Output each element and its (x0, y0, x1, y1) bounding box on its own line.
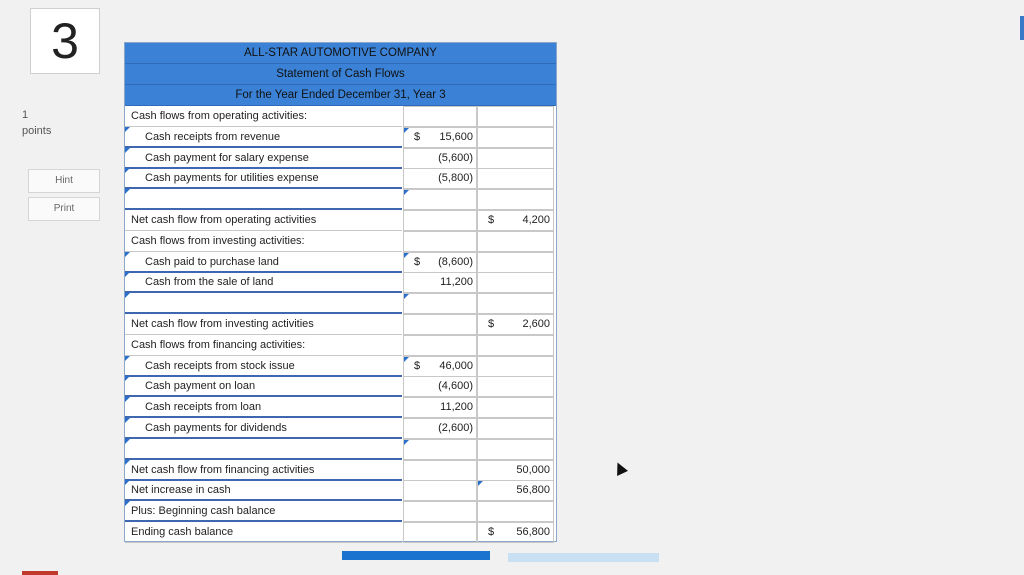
prev-button[interactable] (342, 551, 490, 560)
row-label[interactable]: Cash payment for salary expense (125, 148, 402, 169)
total-cell[interactable] (477, 168, 554, 189)
total-cell[interactable] (477, 335, 554, 356)
amount-cell[interactable] (403, 418, 477, 439)
row-label[interactable] (125, 293, 402, 314)
statement-row (125, 397, 556, 418)
amount-value: 11,200 (440, 276, 473, 289)
amount-cell[interactable] (403, 293, 477, 314)
amount-cell[interactable] (403, 522, 477, 543)
total-cell[interactable] (477, 272, 554, 293)
row-label[interactable]: Cash payments for utilities expense (125, 168, 402, 189)
statement-period: For the Year Ended December 31, Year 3 (125, 85, 556, 106)
amount-cell[interactable] (403, 252, 477, 273)
total-value: 56,800 (516, 484, 550, 497)
total-cell[interactable] (477, 501, 554, 522)
currency-symbol: $ (488, 526, 495, 538)
hint-button[interactable]: Hint (28, 169, 100, 193)
statement-row (125, 168, 556, 189)
mouse-cursor-icon (612, 460, 628, 476)
total-value: 4,200 (522, 214, 550, 226)
row-label[interactable]: Cash payments for dividends (125, 418, 402, 439)
total-cell[interactable] (477, 460, 554, 481)
row-label[interactable] (125, 439, 402, 460)
total-cell[interactable] (477, 148, 554, 169)
print-button[interactable]: Print (28, 197, 100, 221)
statement-row (125, 272, 556, 293)
amount-value: 11,200 (440, 401, 473, 414)
amount-cell[interactable] (403, 231, 477, 252)
row-label: Net cash flow from operating activities (125, 210, 402, 231)
statement-row (125, 189, 556, 210)
amount-cell[interactable] (403, 480, 477, 501)
total-cell[interactable] (477, 356, 554, 377)
total-cell[interactable] (477, 127, 554, 148)
total-cell[interactable] (477, 106, 554, 127)
total-cell[interactable] (477, 293, 554, 314)
currency-symbol: $ (414, 130, 421, 143)
statement-row (125, 356, 556, 377)
question-number: 3 (30, 8, 100, 74)
row-label[interactable]: Net increase in cash (125, 480, 402, 501)
row-label[interactable]: Plus: Beginning cash balance (125, 501, 402, 522)
row-label[interactable]: Cash receipts from stock issue (125, 356, 402, 377)
statement-row (125, 314, 556, 335)
points-label: points (22, 125, 52, 137)
statement-row (125, 501, 556, 522)
amount-cell[interactable] (403, 148, 477, 169)
scroll-edge-indicator (1020, 16, 1024, 40)
currency-symbol: $ (488, 214, 495, 226)
amount-cell[interactable] (403, 106, 477, 127)
statement-row (125, 127, 556, 148)
row-label[interactable]: Net cash flow from financing activities (125, 460, 402, 481)
amount-cell[interactable] (403, 210, 477, 231)
amount-cell[interactable] (403, 314, 477, 335)
amount-cell[interactable] (403, 272, 477, 293)
statement-row (125, 335, 556, 356)
total-value: 56,800 (516, 526, 550, 538)
total-cell[interactable] (477, 189, 554, 210)
currency-symbol: $ (414, 255, 421, 268)
amount-cell[interactable] (403, 127, 477, 148)
points-value: 1 (22, 109, 29, 121)
row-label[interactable]: Cash from the sale of land (125, 272, 402, 293)
row-label[interactable]: Cash receipts from loan (125, 397, 402, 418)
amount-value: (4,600) (438, 380, 473, 393)
row-label[interactable]: Cash paid to purchase land (125, 252, 402, 273)
total-cell[interactable] (477, 314, 554, 335)
row-label: Ending cash balance (125, 522, 402, 543)
statement-row (125, 231, 556, 252)
amount-value: (5,800) (438, 172, 473, 185)
statement-row (125, 460, 556, 481)
amount-cell[interactable] (403, 376, 477, 397)
status-marker (22, 571, 58, 575)
row-label: Cash flows from financing activities: (125, 335, 402, 356)
total-cell[interactable] (477, 397, 554, 418)
statement-row (125, 522, 556, 543)
statement-row (125, 106, 556, 127)
company-name: ALL-STAR AUTOMOTIVE COMPANY (125, 43, 556, 64)
amount-cell[interactable] (403, 501, 477, 522)
amount-value: 15,600 (439, 130, 473, 143)
statement-row (125, 252, 556, 273)
cash-flow-statement-table (124, 42, 557, 542)
next-button[interactable] (508, 553, 659, 562)
total-cell[interactable] (477, 376, 554, 397)
total-cell[interactable] (477, 439, 554, 460)
row-label[interactable] (125, 189, 402, 210)
total-cell[interactable] (477, 231, 554, 252)
row-label[interactable]: Cash payment on loan (125, 376, 402, 397)
statement-row (125, 418, 556, 439)
statement-row (125, 376, 556, 397)
amount-value: 46,000 (439, 359, 473, 372)
amount-cell[interactable] (403, 168, 477, 189)
amount-cell[interactable] (403, 439, 477, 460)
statement-row (125, 293, 556, 314)
amount-cell[interactable] (403, 356, 477, 377)
amount-cell[interactable] (403, 460, 477, 481)
row-label: Cash flows from investing activities: (125, 231, 402, 252)
total-cell[interactable] (477, 418, 554, 439)
statement-row (125, 210, 556, 231)
total-cell[interactable] (477, 210, 554, 231)
total-value: 50,000 (516, 463, 550, 476)
currency-symbol: $ (488, 318, 495, 330)
total-cell[interactable] (477, 480, 554, 501)
total-cell[interactable] (477, 252, 554, 273)
currency-symbol: $ (414, 359, 421, 372)
amount-value: (5,600) (438, 151, 473, 164)
statement-row (125, 148, 556, 169)
statement-title: Statement of Cash Flows (125, 64, 556, 85)
amount-cell[interactable] (403, 335, 477, 356)
amount-value: (2,600) (438, 422, 473, 434)
amount-cell[interactable] (403, 189, 477, 210)
row-label[interactable]: Cash receipts from revenue (125, 127, 402, 148)
total-cell[interactable] (477, 522, 554, 543)
statement-row (125, 480, 556, 501)
row-label: Cash flows from operating activities: (125, 106, 402, 127)
total-value: 2,600 (522, 318, 550, 330)
amount-value: (8,600) (438, 255, 473, 268)
statement-row (125, 439, 556, 460)
amount-cell[interactable] (403, 397, 477, 418)
row-label: Net cash flow from investing activities (125, 314, 402, 335)
